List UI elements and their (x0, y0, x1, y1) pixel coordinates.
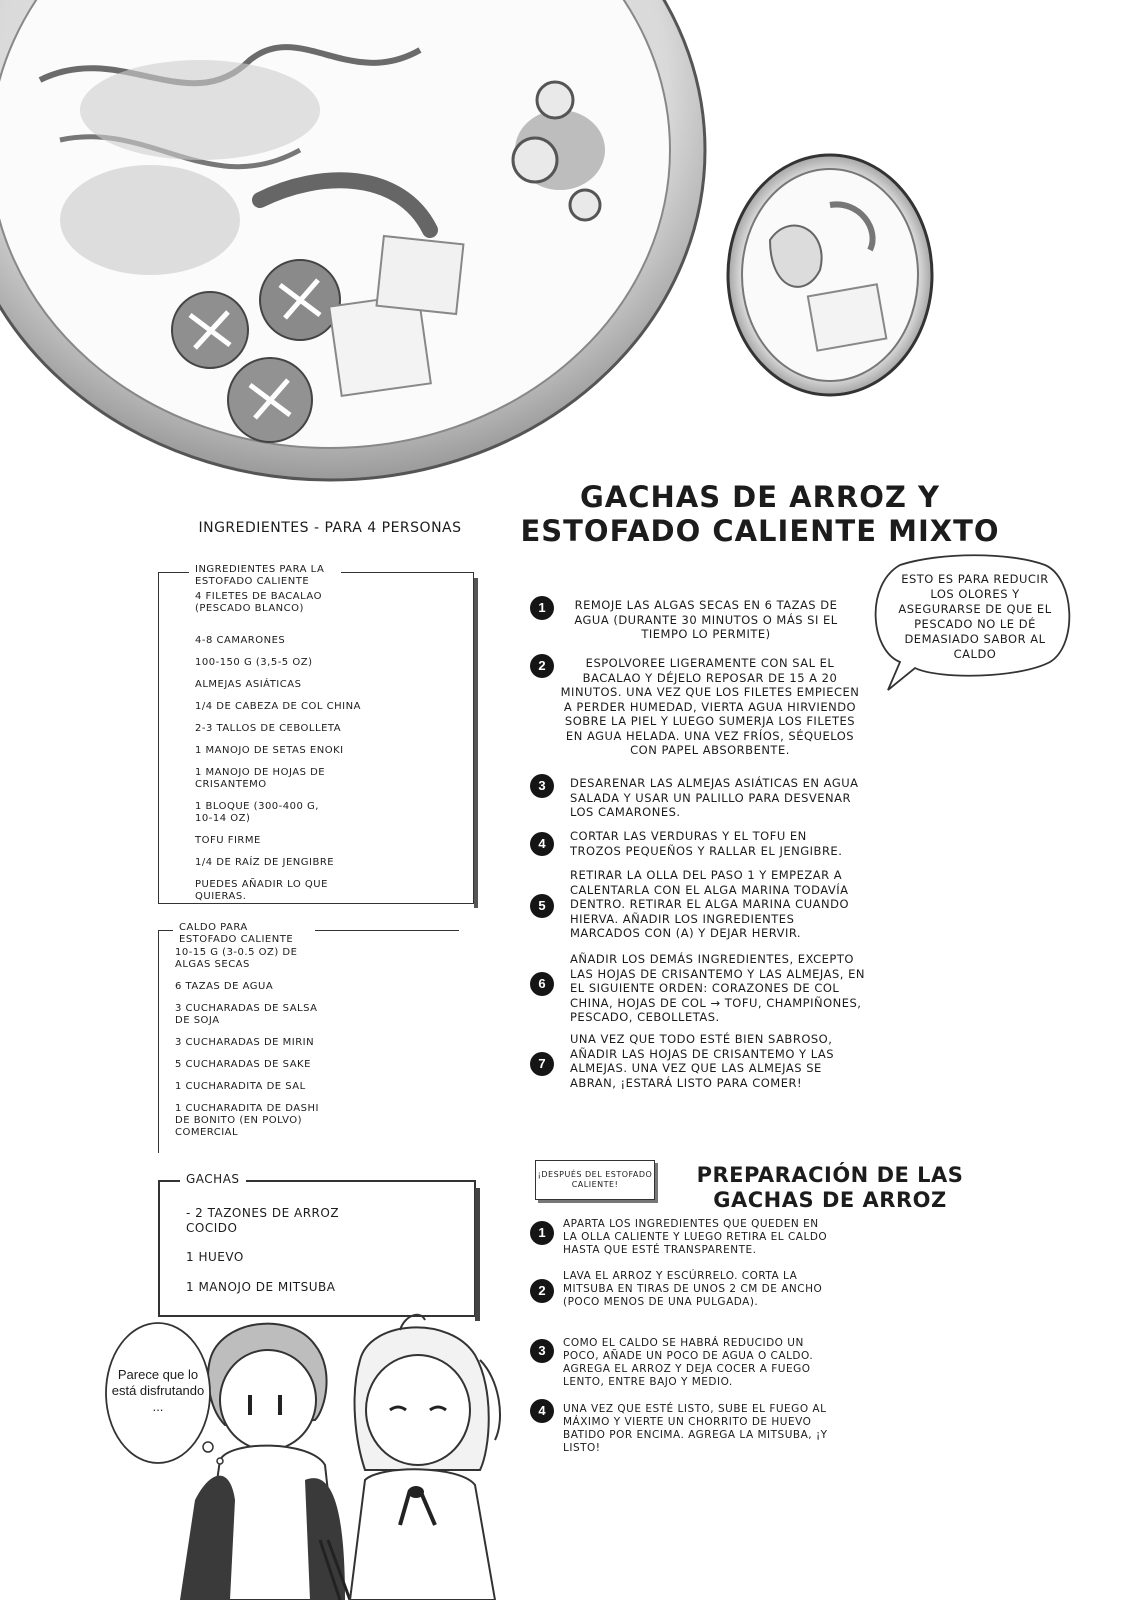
girl-character (350, 1315, 500, 1600)
pot-graphic (0, 0, 705, 480)
step-number: 5 (530, 894, 554, 918)
step-text: ESPOLVOREE LIGERAMENTE CON SAL EL BACALAO Y DÉJELO REPOSAR DE 15 A 20 MINUTOS. UNA VEZ QUE LOS FILETES EMPIECEN A PERDER HUMEDAD, VIERTA AGUA HIRVIENDO SOBRE LA PIEL Y LUEGO SUMERJA LOS FILETES EN AGUA HELADA. UNA VEZ FRÍOS, SÉQUELOS CON PAPEL ABSORBENTE. (560, 656, 860, 757)
ingredients-title: INGREDIENTES - PARA 4 PERSONAS (198, 520, 462, 536)
step-number: 3 (530, 1339, 554, 1363)
broth-box-label: CALDO PARA ESTOFADO CALIENTE (173, 922, 315, 946)
step-text: AÑADIR LOS DEMÁS INGREDIENTES, EXCEPTO LAS HOJAS DE CRISANTEMO Y LAS ALMEJAS, EN EL SIGUIENTE ORDEN: CORAZONES DE COL CHINA, HOJAS DE COL → TOFU, CHAMPIÑONES, PESCADO, CEBOLLETAS. (570, 952, 865, 1024)
step-number: 7 (530, 1052, 554, 1076)
step-number: 4 (530, 832, 554, 856)
bowl-graphic (728, 155, 932, 395)
step-number: 6 (530, 972, 554, 996)
step-text: COMO EL CALDO SE HABRÁ REDUCIDO UN POCO, AÑADE UN POCO DE AGUA O CALDO. AGREGA EL ARROZ Y DEJA COCER A FUEGO LENTO, ENTRE BAJO Y MEDIO. (563, 1337, 814, 1388)
hot-pot-illustration (0, 0, 1124, 500)
ingredient-item: 1 CUCHARADITA DE SAL (175, 1081, 306, 1092)
note-text: ESTO ES PARA REDUCIR LOS OLORES Y ASEGURARSE DE QUE EL PESCADO NO LE DÉ DEMASIADO SABOR AL CALDO (898, 572, 1052, 661)
step-text: APARTA LOS INGREDIENTES QUE QUEDEN EN LA OLLA CALIENTE Y LUEGO RETIRA EL CALDO HASTA QUE ESTÉ TRANSPARENTE. (563, 1218, 828, 1256)
ingredient-item: 1 MANOJO DE HOJAS DE CRISANTEMO (195, 767, 326, 790)
after-stew-note: ¡DESPUÉS DEL ESTOFADO CALIENTE! (535, 1160, 655, 1200)
step-text: RETIRAR LA OLLA DEL PASO 1 Y EMPEZAR A CALENTARLA CON EL ALGA MARINA TODAVÍA DENTRO. RETIRAR EL ALGA MARINA CUANDO HIERVA. AÑADIR LOS INGREDIENTES MARCADOS CON (A) Y DEJAR HERVIR. (570, 868, 850, 940)
ingredient-item: 100-150 G (3,5-5 OZ) (195, 657, 313, 668)
ingredient-item: ALMEJAS ASIÁTICAS (195, 679, 302, 690)
step-number: 1 (530, 596, 554, 620)
ingredient-item: 4-8 CAMARONES (195, 635, 286, 646)
ingredient-item: 5 CUCHARADAS DE SAKE (175, 1059, 311, 1070)
ingredient-item: TOFU FIRME (195, 835, 261, 846)
gachas-box-label: GACHAS (180, 1172, 246, 1186)
step-text: UNA VEZ QUE ESTÉ LISTO, SUBE EL FUEGO AL MÁXIMO Y VIERTE UN CHORRITO DE HUEVO BATIDO POR ENCIMA. AGREGA LA MITSUBA, ¡Y LISTO! (563, 1403, 828, 1454)
ingredient-item: 1 MANOJO DE SETAS ENOKI (195, 745, 344, 756)
ingredient-item: 3 CUCHARADAS DE MIRIN (175, 1037, 315, 1048)
step-text: UNA VEZ QUE TODO ESTÉ BIEN SABROSO, AÑADIR LAS HOJAS DE CRISANTEMO Y LAS ALMEJAS. UNA VEZ QUE LAS ALMEJAS SE ABRAN, ¡ESTARÁ LISTO PARA COMER! (570, 1032, 835, 1090)
ingredient-item: 1 HUEVO (186, 1250, 244, 1264)
step-number: 1 (530, 1221, 554, 1245)
step-number: 2 (530, 1279, 554, 1303)
ingredient-item: 1/4 DE CABEZA DE COL CHINA (195, 701, 361, 712)
ingredient-item: 1/4 DE RAÍZ DE JENGIBRE (195, 857, 335, 868)
stew-ingredients-box (158, 564, 474, 904)
ingredient-item: PUEDES AÑADIR LO QUE QUIERAS. (195, 879, 328, 902)
stew-box-label: INGREDIENTES PARA LA ESTOFADO CALIENTE (189, 564, 341, 588)
step-text: DESARENAR LAS ALMEJAS ASIÁTICAS EN AGUA SALADA Y USAR UN PALILLO PARA DESVENAR LOS CAMARONES. (570, 776, 859, 819)
step-number: 2 (530, 654, 554, 678)
step-text: LAVA EL ARROZ Y ESCÚRRELO. CORTA LA MITSUBA EN TIRAS DE UNOS 2 CM DE ANCHO (POCO MENOS DE UNA PULGADA). (563, 1270, 823, 1308)
ingredient-item: 3 CUCHARADAS DE SALSA DE SOJA (175, 1003, 318, 1026)
gachas-ingredients-box (158, 1172, 476, 1317)
step-text: CORTAR LAS VERDURAS Y EL TOFU EN TROZOS PEQUEÑOS Y RALLAR EL JENGIBRE. (570, 829, 843, 858)
step-number: 3 (530, 774, 554, 798)
ingredient-item: 1 CUCHARADITA DE DASHI DE BONITO (EN POLVO) COMERCIAL (175, 1103, 319, 1138)
broth-ingredients-box (158, 922, 459, 1153)
ingredient-item: 4 FILETES DE BACALAO (PESCADO BLANCO) (195, 591, 322, 614)
gachas-section-title: PREPARACIÓN DE LAS GACHAS DE ARROZ (696, 1163, 964, 1212)
ingredient-item: 10-15 G (3-0.5 OZ) DE ALGAS SECAS (175, 947, 298, 970)
step-text: REMOJE LAS ALGAS SECAS EN 6 TAZAS DE AGUA (DURANTE 30 MINUTOS O MÁS SI EL TIEMPO LO PERMITE) (574, 598, 838, 641)
ingredient-item: - 2 TAZONES DE ARROZ COCIDO (186, 1206, 340, 1235)
recipe-title: GACHAS DE ARROZ Y ESTOFADO CALIENTE MIXTO (520, 480, 1000, 548)
ingredient-item: 6 TAZAS DE AGUA (175, 981, 274, 992)
character-dialogue: Parece que lo está disfrutando ... (111, 1367, 205, 1414)
ingredient-item: 1 MANOJO DE MITSUBA (186, 1280, 336, 1294)
ingredient-item: 2-3 TALLOS DE CEBOLLETA (195, 723, 342, 734)
ingredient-item: 1 BLOQUE (300-400 G, 10-14 OZ) (195, 801, 319, 824)
step-number: 4 (530, 1399, 554, 1423)
